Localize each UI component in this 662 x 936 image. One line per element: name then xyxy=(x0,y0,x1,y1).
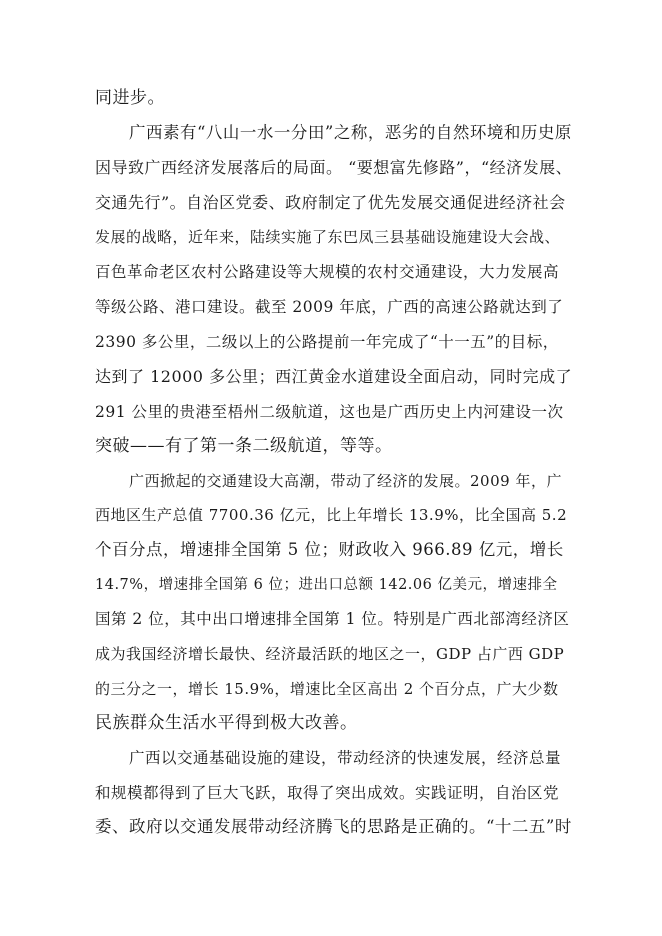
text-line: 突破——有了第一条二级航道，等等。 xyxy=(95,436,393,456)
text-line: 等级公路、港口建设。截至 2009 年底，广西的高速公路就达到了 xyxy=(95,298,564,316)
text-line: 发展的战略，近年来，陆续实施了东巴凤三县基础设施建设大会战、 xyxy=(95,228,561,246)
text-line: 委、政府以交通发展带动经济腾飞的思路是正确的。“十二五”时 xyxy=(95,817,572,836)
text-line: 个百分点，增速排全国第 5 位；财政收入 966.89 亿元，增长 xyxy=(95,540,564,559)
text-line: 广西素有“八山一水一分田”之称，恶劣的自然环境和历史原 xyxy=(129,123,572,142)
text-line: 的三分之一，增长 15.9%，增速比全区高出 2 个百分点，广大少数 xyxy=(95,680,559,698)
text-line: 百色革命老区农村公路建设等大规模的农村交通建设，大力发展高 xyxy=(95,263,560,281)
text-line: 达到了 12000 多公里；西江黄金水道建设全面启动，同时完成了 xyxy=(95,367,573,386)
text-line: 同进步。 xyxy=(95,88,165,108)
text-line: 广西掀起的交通建设大高潮，带动了经济的发展。2009 年，广 xyxy=(129,472,562,490)
text-line: 西地区生产总值 7700.36 亿元，比上年增长 13.9%，比全国高 5.2 xyxy=(95,506,568,524)
text-line: 14.7%，增速排全国第 6 位；进出口总额 142.06 亿美元，增速排全 xyxy=(95,577,558,593)
text-line: 291 公里的贵港至梧州二级航道，这也是广西历史上内河建设一次 xyxy=(95,403,564,421)
text-line: 2390 多公里，二级以上的公路提前一年完成了“十一五”的目标， xyxy=(95,333,559,351)
text-line: 因导致广西经济发展落后的局面。 “要想富先修路”，“经济发展、 xyxy=(95,158,573,177)
text-line: 广西以交通基础设施的建设，带动经济的快速发展，经济总量 xyxy=(129,749,562,767)
text-line: 交通先行”。自治区党委、政府制定了优先发展交通促进经济社会 xyxy=(95,193,566,212)
text-line: 国第 2 位，其中出口增速排全国第 1 位。特别是广西北部湾经济区 xyxy=(95,610,570,628)
text-line: 和规模都得到了巨大飞跃，取得了突出成效。实践证明，自治区党 xyxy=(95,784,560,802)
text-line: 民族群众生活水平得到极大改善。 xyxy=(95,713,358,733)
text-line: 成为我国经济增长最快、经济最活跃的地区之一，GDP 占广西 GDP xyxy=(95,645,565,663)
